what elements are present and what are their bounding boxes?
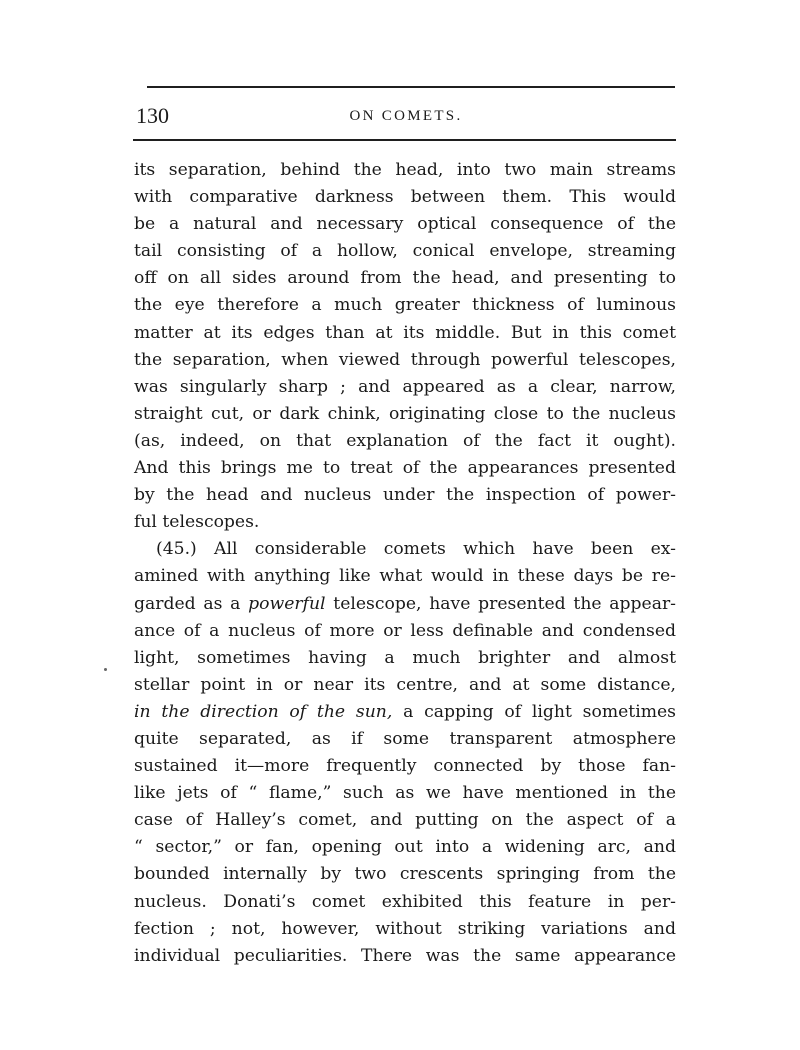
text-line: bounded internally by two crescents springing from the [134,864,676,885]
text-line: with comparative darkness between them. This would [134,187,676,208]
running-header [136,104,676,128]
text-run: telescope, have presented the appear- [325,593,676,614]
paragraph-end-line: ful telescopes. [134,512,260,533]
text-line-with-italic [134,699,676,726]
text-line: case of Halley’s comet, and putting on the aspect of a [134,810,676,831]
text-line: fection ; not, however, without striking variations and [134,918,676,939]
text-line: (as, indeed, on that explanation of the fact it ought). [134,430,676,451]
running-title: ON COMETS. [349,108,463,124]
italic-run: in the direction of the sun, [134,701,393,722]
text-line: the eye therefore a much greater thickness of luminous [134,295,676,316]
text-line: And this brings me to treat of the appearances presented [134,458,676,479]
text-run: garded as a [134,593,249,614]
text-line: was singularly sharp ; and appeared as a clear, narrow, [134,376,676,397]
body-text [134,157,676,970]
text-line: stellar point in or near its centre, and at some distance, [134,674,676,695]
header-rule-top [147,86,675,88]
text-line: its separation, behind the head, into two main streams [134,160,676,180]
text-line: nucleus. Donati’s comet exhibited this feature in per- [134,891,676,912]
text-line: ance of a nucleus of more or less definable and condensed [134,620,676,641]
text-line: matter at its edges than at its middle. But in this comet [134,322,676,343]
text-line: the separation, when viewed through powerful telescopes, [134,349,676,370]
text-run: a capping of light sometimes [392,701,676,722]
text-line: sustained it—more frequently connected by those fan- [134,756,676,777]
paragraph-start-line: (45.) All considerable comets which have been ex- [156,539,676,560]
text-line: off on all sides around from the head, and presenting to [134,268,676,289]
margin-speck [104,668,107,671]
text-line-with-italic [134,591,676,618]
text-line: “ sector,” or fan, opening out into a widening arc, and [134,837,676,858]
header-rule-bottom [133,139,676,141]
text-line: amined with anything like what would in these days be re- [134,566,676,587]
text-line: light, sometimes having a much brighter and almost [134,647,676,668]
text-line: be a natural and necessary optical consequence of the [134,214,676,235]
text-line: tail consisting of a hollow, conical envelope, streaming [134,241,676,262]
text-line: quite separated, as if some transparent atmosphere [134,728,676,749]
text-line: like jets of “ flame,” such as we have mentioned in the [134,783,676,804]
text-line: by the head and nucleus under the inspection of power- [134,485,676,506]
page-number: 130 [136,103,169,128]
italic-run: powerful [248,593,326,614]
text-line: individual peculiarities. There was the same appearance [134,945,676,966]
text-line: straight cut, or dark chink, originating close to the nucleus [134,403,676,424]
